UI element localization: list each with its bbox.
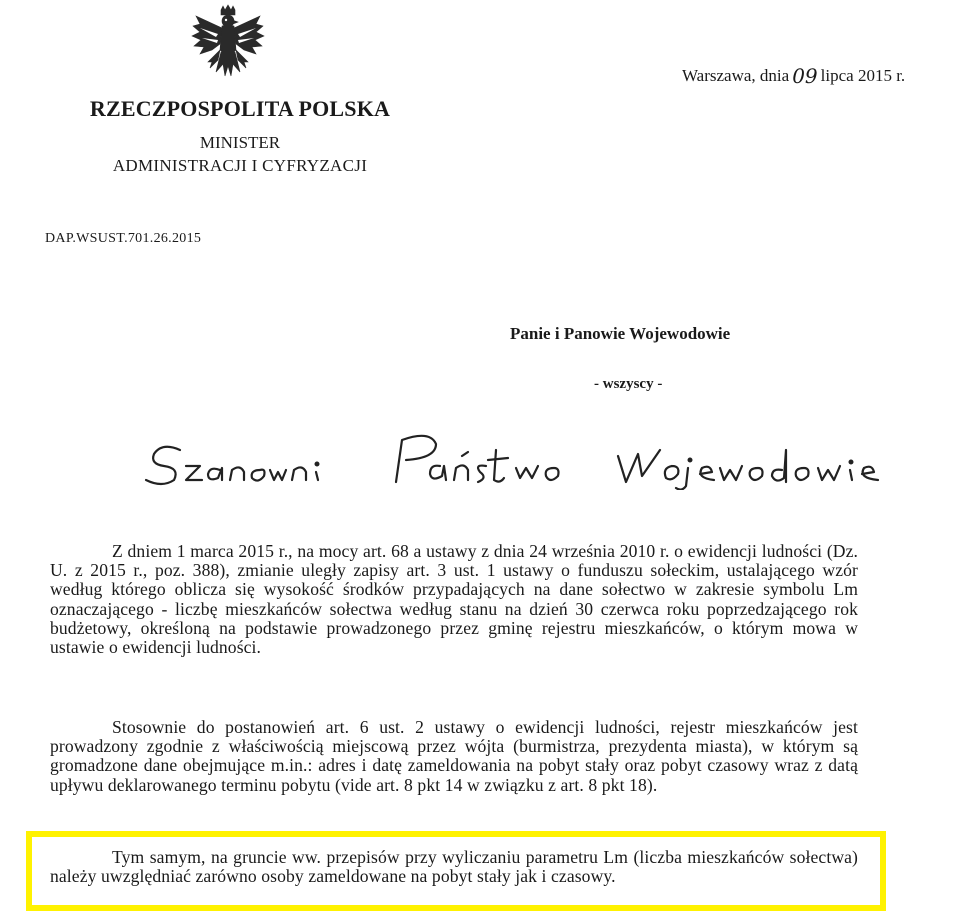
place-and-date bbox=[682, 64, 905, 88]
header-ministry-name: ADMINISTRACJI I CYFRYZACJI bbox=[112, 156, 368, 175]
addressee-name: Panie i Panowie Wojewodowie bbox=[510, 324, 731, 343]
paragraph-text: Stosownie do postanowień art. 6 ust. 2 ustawy o ewidencji ludności, rejestr mieszkańców jest prowadzony zgodnie z właściwością miejscową przez wójta (burmistrza, prezydenta miasta), w którym są gromadzone dane obejmujące m.in.: adres i datę zameldowania na pobyt stały oraz pobyt czasowy wraz z datą upływu deklarowanego terminu pobytu (vide art. 8 pkt 14 w związku z art. 8 pkt 18). bbox=[50, 717, 858, 795]
reference-number: DAP.WSUST.701.26.2015 bbox=[45, 231, 202, 246]
paragraph-text: Tym samym, na gruncie ww. przepisów przy wyliczaniu parametru Lm (liczba mieszkańców sołectwa) należy uwzględniać zarówno osoby zameldowane na pobyt stały jak i czasowy. bbox=[50, 847, 858, 887]
paragraph-text: Z dniem 1 marca 2015 r., na mocy art. 68 a ustawy z dnia 24 września 2010 r. o ewidencji ludności (Dz. U. z 2015 r., poz. 388), zmianie uległy zapisy art. 3 ust. 1 ustawy o funduszu sołeckim, ustalającego wzór według którego oblicza się wysokość środków przypadających na dane sołectwo w zakresie symbolu Lm oznaczającego - liczbę mieszkańców sołectwa według stanu na dzień 30 czerwca roku poprzedzającego rok budżetowy, określoną na podstawie prowadzonego przez gminę rejestru mieszkańców, o którym mowa w ustawie o ewidencji ludności. bbox=[50, 541, 858, 658]
date-day-handwritten: 09 bbox=[792, 64, 818, 88]
date-suffix: lipca 2015 r. bbox=[820, 66, 906, 85]
header-country-name: RZECZPOSPOLITA POLSKA bbox=[89, 96, 391, 121]
eagle-emblem-icon bbox=[188, 4, 268, 84]
body-paragraph-2 bbox=[50, 718, 858, 795]
handwritten-salutation bbox=[140, 420, 930, 490]
header-minister-title: MINISTER bbox=[199, 133, 281, 152]
body-paragraph-3 bbox=[50, 848, 858, 886]
body-paragraph-1 bbox=[50, 542, 858, 657]
addressee-sub: - wszyscy - bbox=[594, 376, 663, 392]
date-prefix: Warszawa, dnia bbox=[682, 66, 790, 85]
